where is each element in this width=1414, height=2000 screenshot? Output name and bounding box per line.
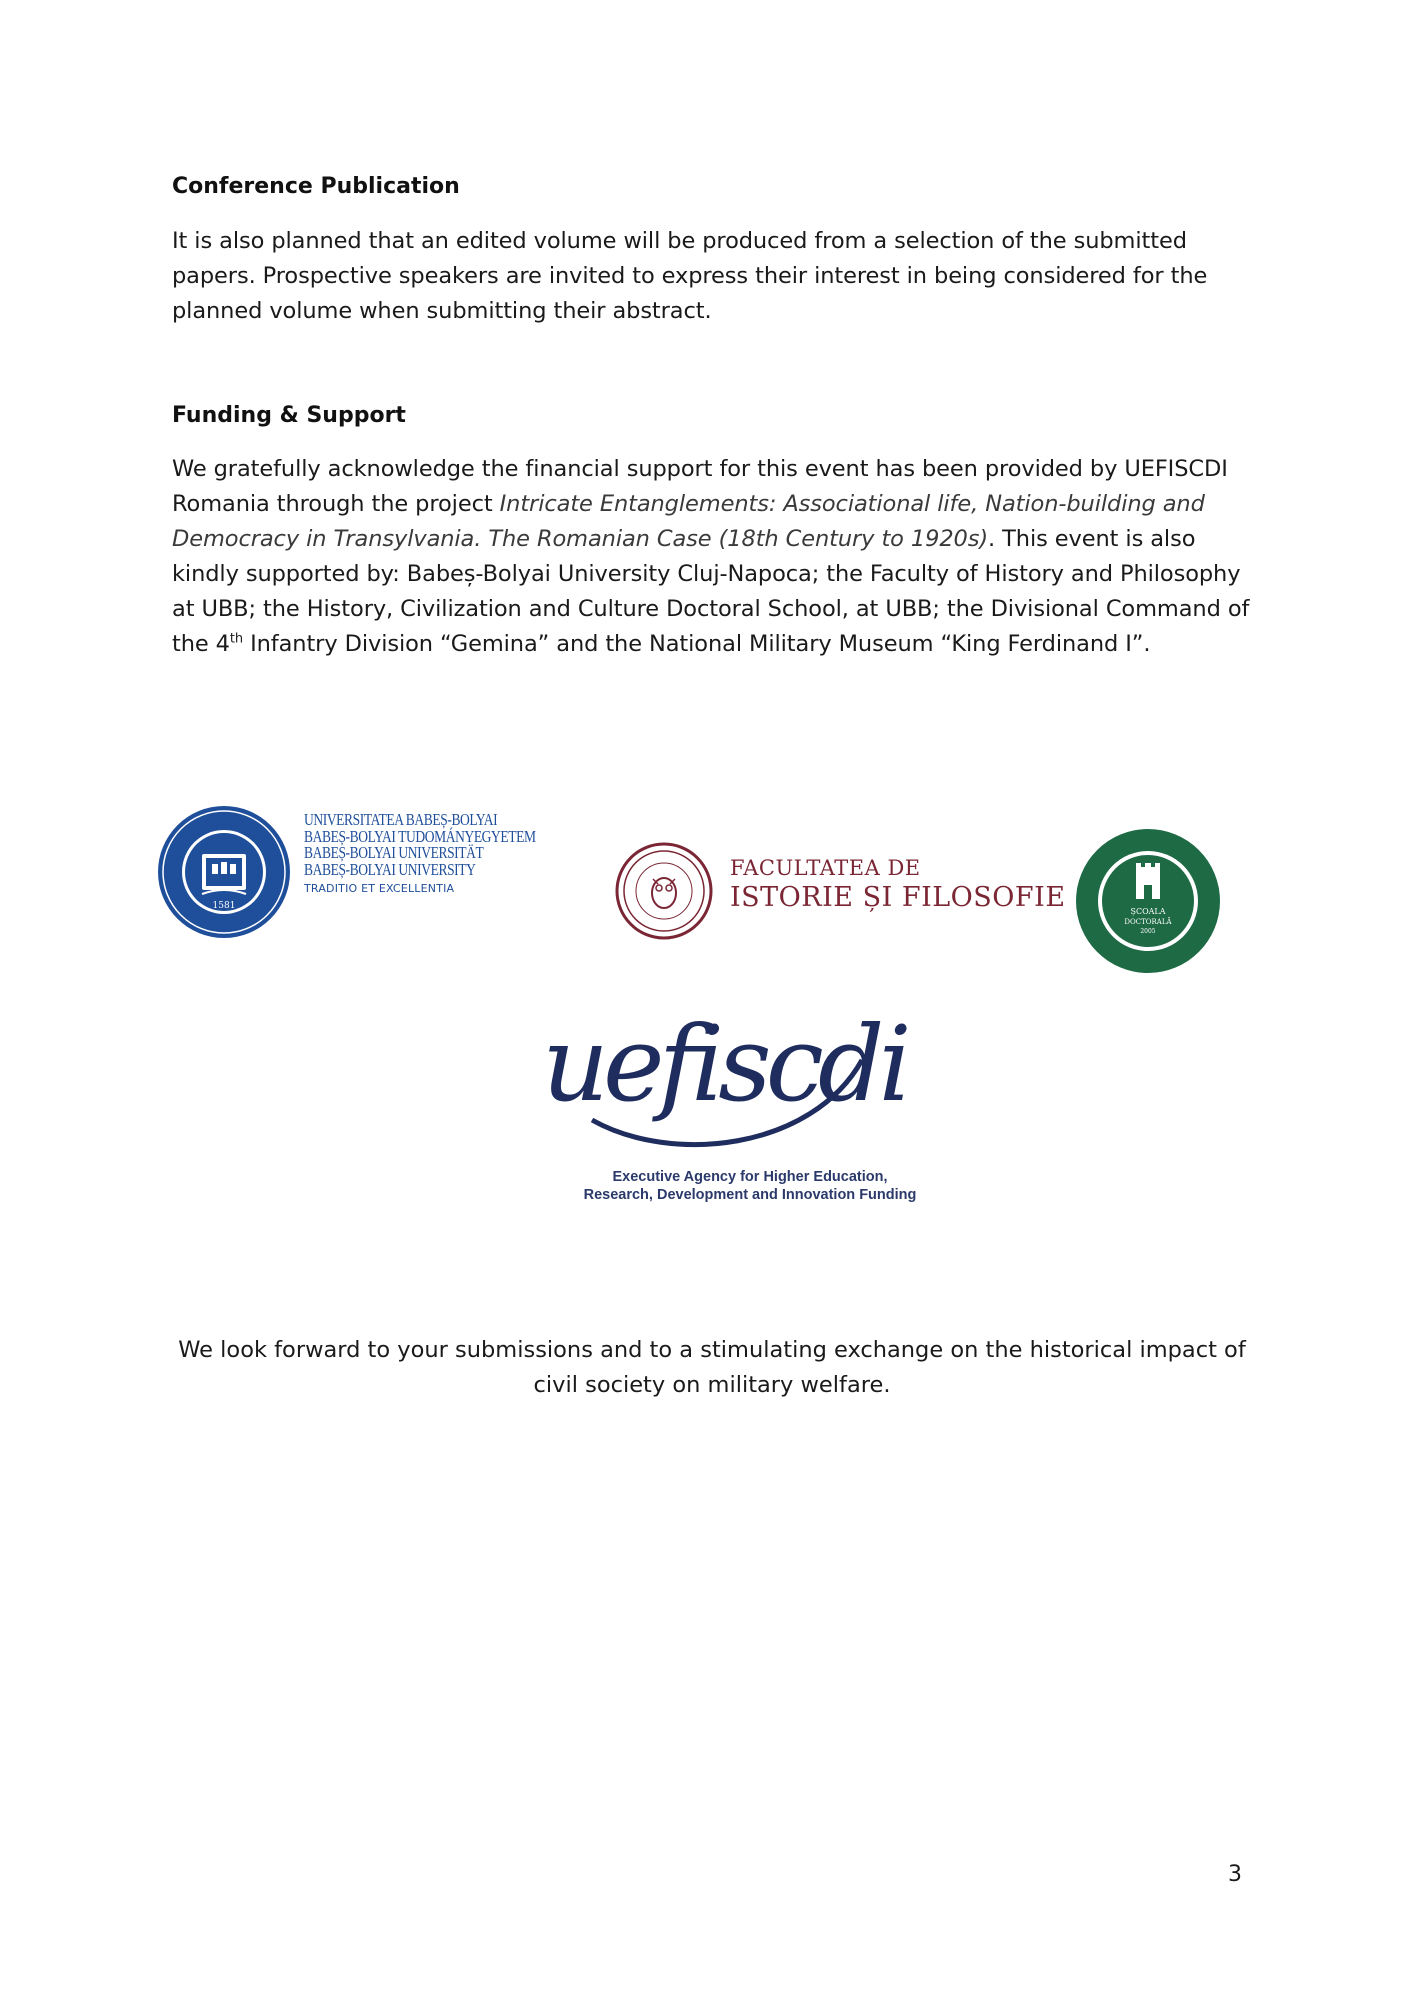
svg-text:2005: 2005 [1140, 928, 1156, 935]
doctoral-school-seal-logo [1074, 827, 1222, 975]
funding-heading: Funding & Support [172, 403, 406, 428]
page-number: 3 [1228, 1862, 1242, 1887]
svg-text:ȘCOALA: ȘCOALA [1130, 907, 1166, 916]
faculty-seal-logo [614, 841, 714, 941]
faculty-wordmark: FACULTATEA DE ISTORIE ȘI FILOSOFIE [730, 856, 1066, 913]
project-title: Intricate Entanglements: Associational life, Nation-building and Democracy in Transylvania. The Romanian Case (18th Century to 1920s) [172, 491, 1205, 552]
ubb-wordmark: UNIVERSITATEA BABEȘ-BOLYAI BABEȘ-BOLYAI TUDOMÁNYEGYETEM BABEȘ-BOLYAI UNIVERSITÄT BABEȘ-BOLYAI UNIVERSITY TRADITIO ET EXCELLENTIA [304, 810, 536, 895]
ubb-seal-logo [156, 804, 292, 940]
publication-paragraph: It is also planned that an edited volume will be produced from a selection of the submitted papers. Prospective speakers are invited to express their interest in being considered for the planned volume when submitting their abstract. [172, 228, 1208, 324]
closing-paragraph: We look forward to your submissions and to a stimulating exchange on the historical impact of civil society on military welfare. [178, 1337, 1246, 1398]
svg-text:DOCTORALĂ: DOCTORALĂ [1124, 918, 1172, 926]
uefiscdi-subtitle: Executive Agency for Higher Education, Research, Development and Innovation Funding [583, 1169, 917, 1203]
svg-text:uefiscdi: uefiscdi [542, 1003, 906, 1125]
funding-paragraph: We gratefully acknowledge the financial support for this event has been provided by UEFISCDI Romania through the project Intricate Entanglements: Associational life, Nation-building and Democracy in Transylvania. The Romanian Case (18th Century to 1920s). This event is also kindly supported by: Babeș-Bolyai University Cluj-Napoca; the Faculty of History and Philosophy at UBB; the History, Civilization and Culture Doctoral School, at UBB; the Divisional Command of the 4th Infantry Division “Gemina” and the National Military Museum “King Ferdinand I”. [172, 456, 1250, 657]
uefiscdi-logo [532, 990, 952, 1160]
svg-text:1581: 1581 [212, 901, 236, 911]
publication-heading: Conference Publication [172, 174, 460, 199]
